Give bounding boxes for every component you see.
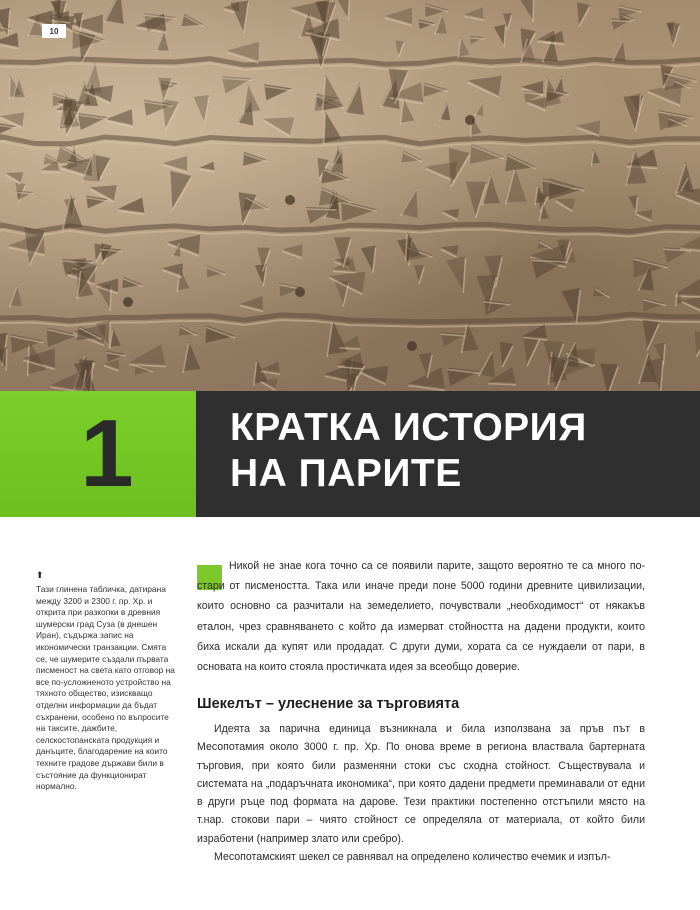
chapter-title-line2: НА ПАРИТЕ [230,452,462,495]
intro-paragraph [197,556,645,677]
chapter-number: 1 [80,400,134,507]
cuneiform-tablet-photo [0,0,700,391]
body-paragraph-1: Идеята за парична единица възникнала и била използвана за пръв път в Месопотамия около 3000 г. пр. Хр. По онова време в региона властвала бартерната търговия, при която били разменяни стоки със сходна стойност. Съществувала и системата на „подаръчната икономика“, при която дадени предмети преминавали от едни в други ръце под формата на дарове. Тези практики постепенно отстъпили място на т.нар. стокови пари – чиято стойност се определяла от материала, от който били изработени (например злато или сребро). [197,723,645,845]
chapter-title [230,405,587,497]
caption-text: Тази глинена табличка, датирана между 3200 и 2300 г. пр. Хр. и открита при разкопки в древния шумерски град Суза (в днешен Иран), съдържа запис на икономически транзакции. Смята се, че шумерите създали първата писменост на света като отговор на все по-усложненото устройство на тяхното общество, изискващо отделни информации да бъдат съхранени, особено по въпросите на таксите, дажбите, селскостопанската продукция и данъците, благодарение на които техните градове държави били в състояние да функционират нормално. [36,584,175,792]
chapter-title-panel [196,391,700,517]
arrow-up-icon: ⬆ [36,570,44,580]
image-caption [36,571,176,793]
page-number: 10 [42,24,66,38]
section-heading: Шекелът – улеснение за търговията [197,696,460,712]
chapter-number-panel [0,391,196,517]
section-body [197,720,645,866]
cuneiform-texture [0,0,700,391]
intro-text: Никой не знае кога точно са се появили парите, защото вероятно те са много по-стари от писмеността. Така или иначе преди поне 5000 години древните цивилизации, които основно са разчитали на земеделието, почувствали „необходимост“ от някакъв еталон, чрез сравняването с който да измерват стойността на дадени продукти, които биха искали да купят или продадат. С други думи, хората са се нуждаели от пари, в основата на които стояла простичката идея за всеобщо доверие. [197,560,645,674]
body-paragraph-2: Месопотамският шекел се равнявал на определено количество ечемик и изпъл- [214,851,611,864]
chapter-title-line1: КРАТКА ИСТОРИЯ [230,406,587,449]
